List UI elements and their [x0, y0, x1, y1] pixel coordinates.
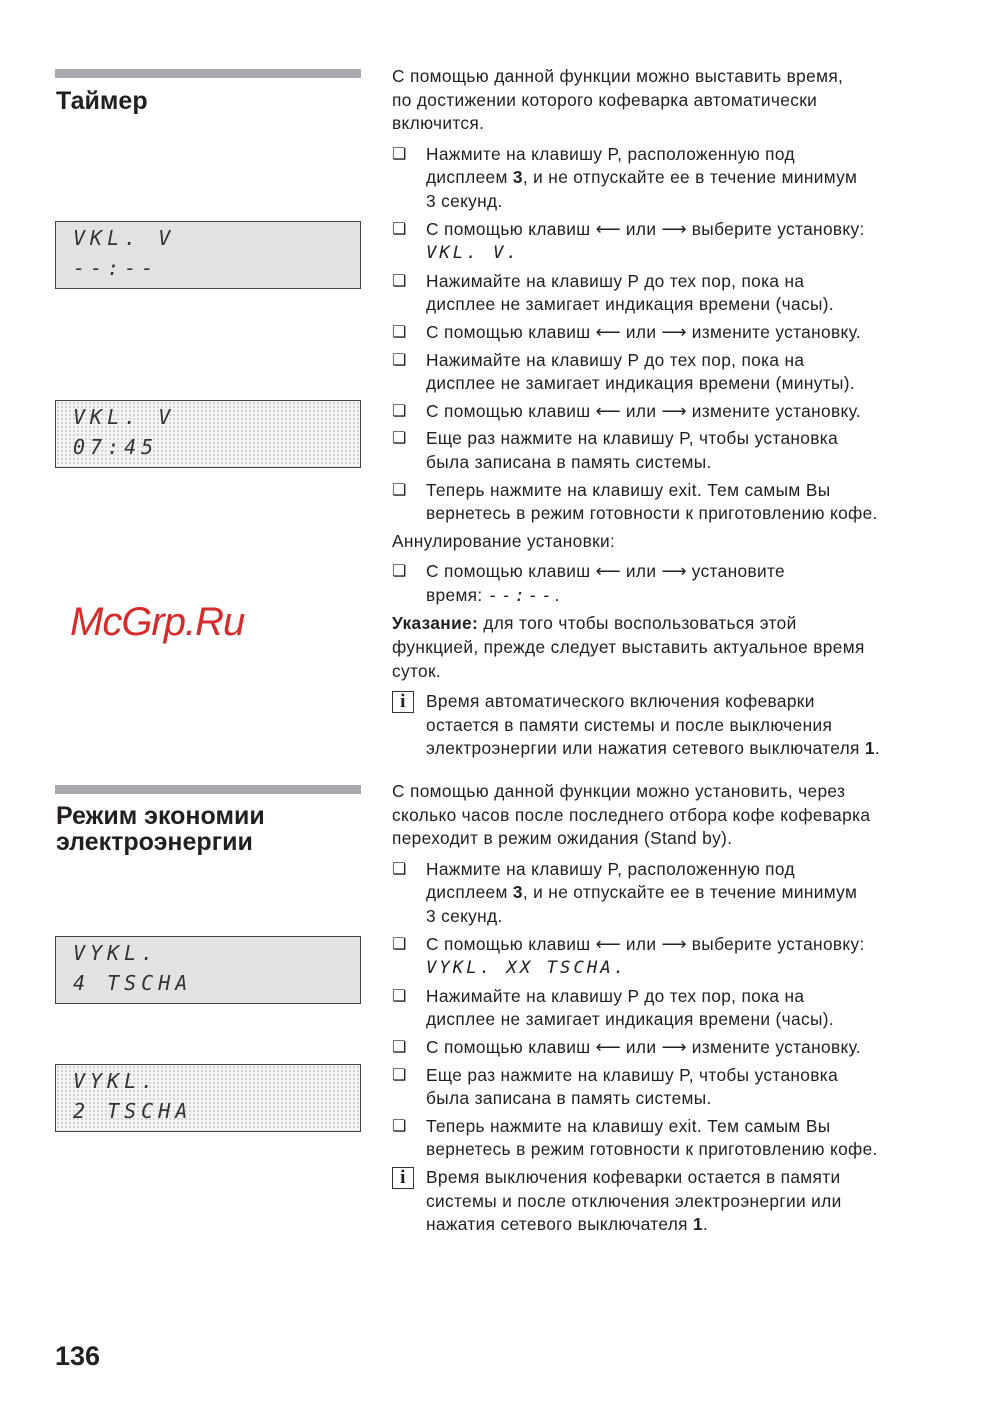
- section-divider: [55, 785, 361, 794]
- text-line: 3 секунд.: [426, 905, 503, 926]
- paragraph: [392, 530, 952, 554]
- bullet-item: [392, 218, 952, 266]
- text-line: включится.: [392, 113, 485, 134]
- text-line: вернетесь в режим готовности к приготовлению кофе.: [426, 503, 878, 524]
- text-line: сколько часов после последнего отбора кофе кофеварка: [392, 804, 871, 825]
- display-text: VYKL. XX TSCHA.: [426, 958, 628, 979]
- lcd-display-timer-set: [55, 400, 361, 468]
- text-line: Еще раз нажмите на клавишу P, чтобы установка: [426, 1064, 839, 1085]
- timer-instructions: [392, 65, 952, 765]
- section-title-energy-saving: [56, 803, 265, 855]
- text-line: дисплеем 3, и не отпускайте ее в течение минимум: [426, 882, 858, 903]
- bullet-item: [392, 933, 952, 981]
- text-line: нажатия сетевого выключателя 1.: [426, 1214, 709, 1235]
- lcd-line: --:--: [73, 256, 159, 280]
- text-line: системы и после отключения электроэнергии или: [426, 1190, 842, 1211]
- bullet-checkbox-icon: ❏: [392, 220, 407, 238]
- bullet-checkbox-icon: ❏: [392, 351, 407, 369]
- lcd-line: 4 TSCHA: [73, 971, 193, 995]
- bold-text: 3: [512, 882, 523, 903]
- text-line: Нажимайте на клавишу P до тех пор, пока на: [426, 349, 805, 370]
- text-line: переходит в режим ожидания (Stand by).: [392, 828, 733, 849]
- lcd-line: VKL. V: [73, 405, 176, 429]
- bullet-item: [392, 427, 952, 474]
- text-line: Теперь нажмите на клавишу exit. Тем самым Вы: [426, 1115, 831, 1136]
- text-line: была записана в память системы.: [426, 451, 712, 472]
- lcd-line: VYKL.: [73, 941, 159, 965]
- text-line: Нажмите на клавишу P, расположенную под: [426, 143, 795, 164]
- bullet-checkbox-icon: ❏: [392, 987, 407, 1005]
- info-note: [392, 1166, 952, 1237]
- text-line: по достижении которого кофеварка автоматически: [392, 89, 818, 110]
- bullet-checkbox-icon: ❏: [392, 1117, 407, 1135]
- text-line: С помощью клавиш ⟵ или ⟶ выберите установку:: [426, 218, 865, 239]
- bullet-item: [392, 1064, 952, 1111]
- bullet-checkbox-icon: ❏: [392, 430, 407, 448]
- bullet-item: [392, 479, 952, 526]
- text-line: С помощью клавиш ⟵ или ⟶ измените установку.: [426, 1036, 862, 1057]
- bold-text: 3: [512, 167, 523, 188]
- text-line: Нажмите на клавишу P, расположенную под: [426, 858, 795, 879]
- bullet-item: [392, 985, 952, 1032]
- info-icon: i: [392, 691, 414, 713]
- text-line: [426, 241, 952, 266]
- text-line: С помощью клавиш ⟵ или ⟶ измените установку.: [426, 400, 862, 421]
- paragraph: [392, 780, 952, 851]
- text-line: Время выключения кофеварки остается в памяти: [426, 1166, 841, 1187]
- text-line: Нажимайте на клавишу P до тех пор, пока на: [426, 270, 805, 291]
- lcd-line: VYKL.: [73, 1069, 159, 1093]
- bullet-item: [392, 1036, 952, 1060]
- bullet-checkbox-icon: ❏: [392, 481, 407, 499]
- text-line: С помощью данной функции можно выставить время,: [392, 66, 844, 86]
- bullet-checkbox-icon: ❏: [392, 323, 407, 341]
- paragraph: [392, 65, 952, 136]
- paragraph: [392, 612, 952, 683]
- bullet-checkbox-icon: ❏: [392, 935, 407, 953]
- text-line: Аннулирование установки:: [392, 530, 616, 551]
- title-line: Режим экономии: [56, 802, 265, 830]
- text-line: С помощью клавиш ⟵ или ⟶ измените установку.: [426, 321, 862, 342]
- bullet-item: [392, 270, 952, 317]
- lcd-line: VKL. V: [73, 226, 176, 250]
- bullet-item: [392, 400, 952, 424]
- bold-text: Указание:: [392, 613, 479, 634]
- lcd-line: 07:45: [73, 435, 159, 459]
- bullet-checkbox-icon: ❏: [392, 402, 407, 420]
- text-line: вернетесь в режим готовности к приготовлению кофе.: [426, 1139, 878, 1160]
- bullet-checkbox-icon: ❏: [392, 272, 407, 290]
- info-icon: i: [392, 1167, 414, 1189]
- section-divider: [55, 69, 361, 78]
- text-line: С помощью клавиш ⟵ или ⟶ установите: [426, 561, 786, 582]
- text-line: Время автоматического включения кофеварки: [426, 691, 815, 712]
- lcd-line: 2 TSCHA: [73, 1099, 193, 1123]
- bullet-item: [392, 858, 952, 929]
- bullet-item: [392, 143, 952, 214]
- bullet-item: [392, 349, 952, 396]
- bullet-item: [392, 560, 952, 608]
- bullet-checkbox-icon: ❏: [392, 1066, 407, 1084]
- bullet-item: [392, 1115, 952, 1162]
- text-line: была записана в память системы.: [426, 1088, 712, 1109]
- text-line: дисплее не замигает индикация времени (часы).: [426, 294, 834, 315]
- text-line: суток.: [392, 660, 442, 681]
- section-title-timer: Таймер: [56, 87, 148, 115]
- bold-text: 1: [864, 738, 875, 759]
- text-line: время: --:--.: [426, 584, 560, 606]
- display-text: --:--: [487, 585, 555, 606]
- energy-saving-instructions: [392, 780, 952, 1241]
- bullet-item: [392, 321, 952, 345]
- text-line: [426, 956, 952, 981]
- bullet-checkbox-icon: ❏: [392, 860, 407, 878]
- lcd-display-timer-off: [55, 221, 361, 289]
- text-line: Указание: для того чтобы воспользоваться этой: [392, 613, 797, 634]
- text-line: электроэнергии или нажатия сетевого выключателя 1.: [426, 738, 881, 759]
- bullet-checkbox-icon: ❏: [392, 1038, 407, 1056]
- display-text: VKL. V.: [426, 243, 520, 264]
- text-line: дисплее не замигает индикация времени (минуты).: [426, 373, 856, 394]
- text-line: Еще раз нажмите на клавишу P, чтобы установка: [426, 428, 839, 449]
- watermark: McGrp.Ru: [70, 600, 245, 644]
- text-line: С помощью данной функции можно установить, через: [392, 781, 846, 801]
- text-line: дисплее не замигает индикация времени (часы).: [426, 1009, 834, 1030]
- text-line: Теперь нажмите на клавишу exit. Тем самым Вы: [426, 479, 831, 500]
- text-line: Нажимайте на клавишу P до тех пор, пока на: [426, 985, 805, 1006]
- bullet-checkbox-icon: ❏: [392, 145, 407, 163]
- info-note: [392, 690, 952, 761]
- lcd-display-standby-4h: [55, 936, 361, 1004]
- bullet-checkbox-icon: ❏: [392, 563, 407, 581]
- text-line: дисплеем 3, и не отпускайте ее в течение минимум: [426, 167, 858, 188]
- bold-text: 1: [693, 1214, 703, 1235]
- text-line: 3 секунд.: [426, 190, 503, 211]
- page-number: 136: [55, 1341, 101, 1371]
- text-line: функцией, прежде следует выставить актуальное время: [392, 637, 865, 658]
- text-line: остается в памяти системы и после выключения: [426, 714, 833, 735]
- title-line: электроэнергии: [56, 828, 253, 856]
- lcd-display-standby-2h: [55, 1064, 361, 1132]
- text-line: С помощью клавиш ⟵ или ⟶ выберите установку:: [426, 933, 865, 954]
